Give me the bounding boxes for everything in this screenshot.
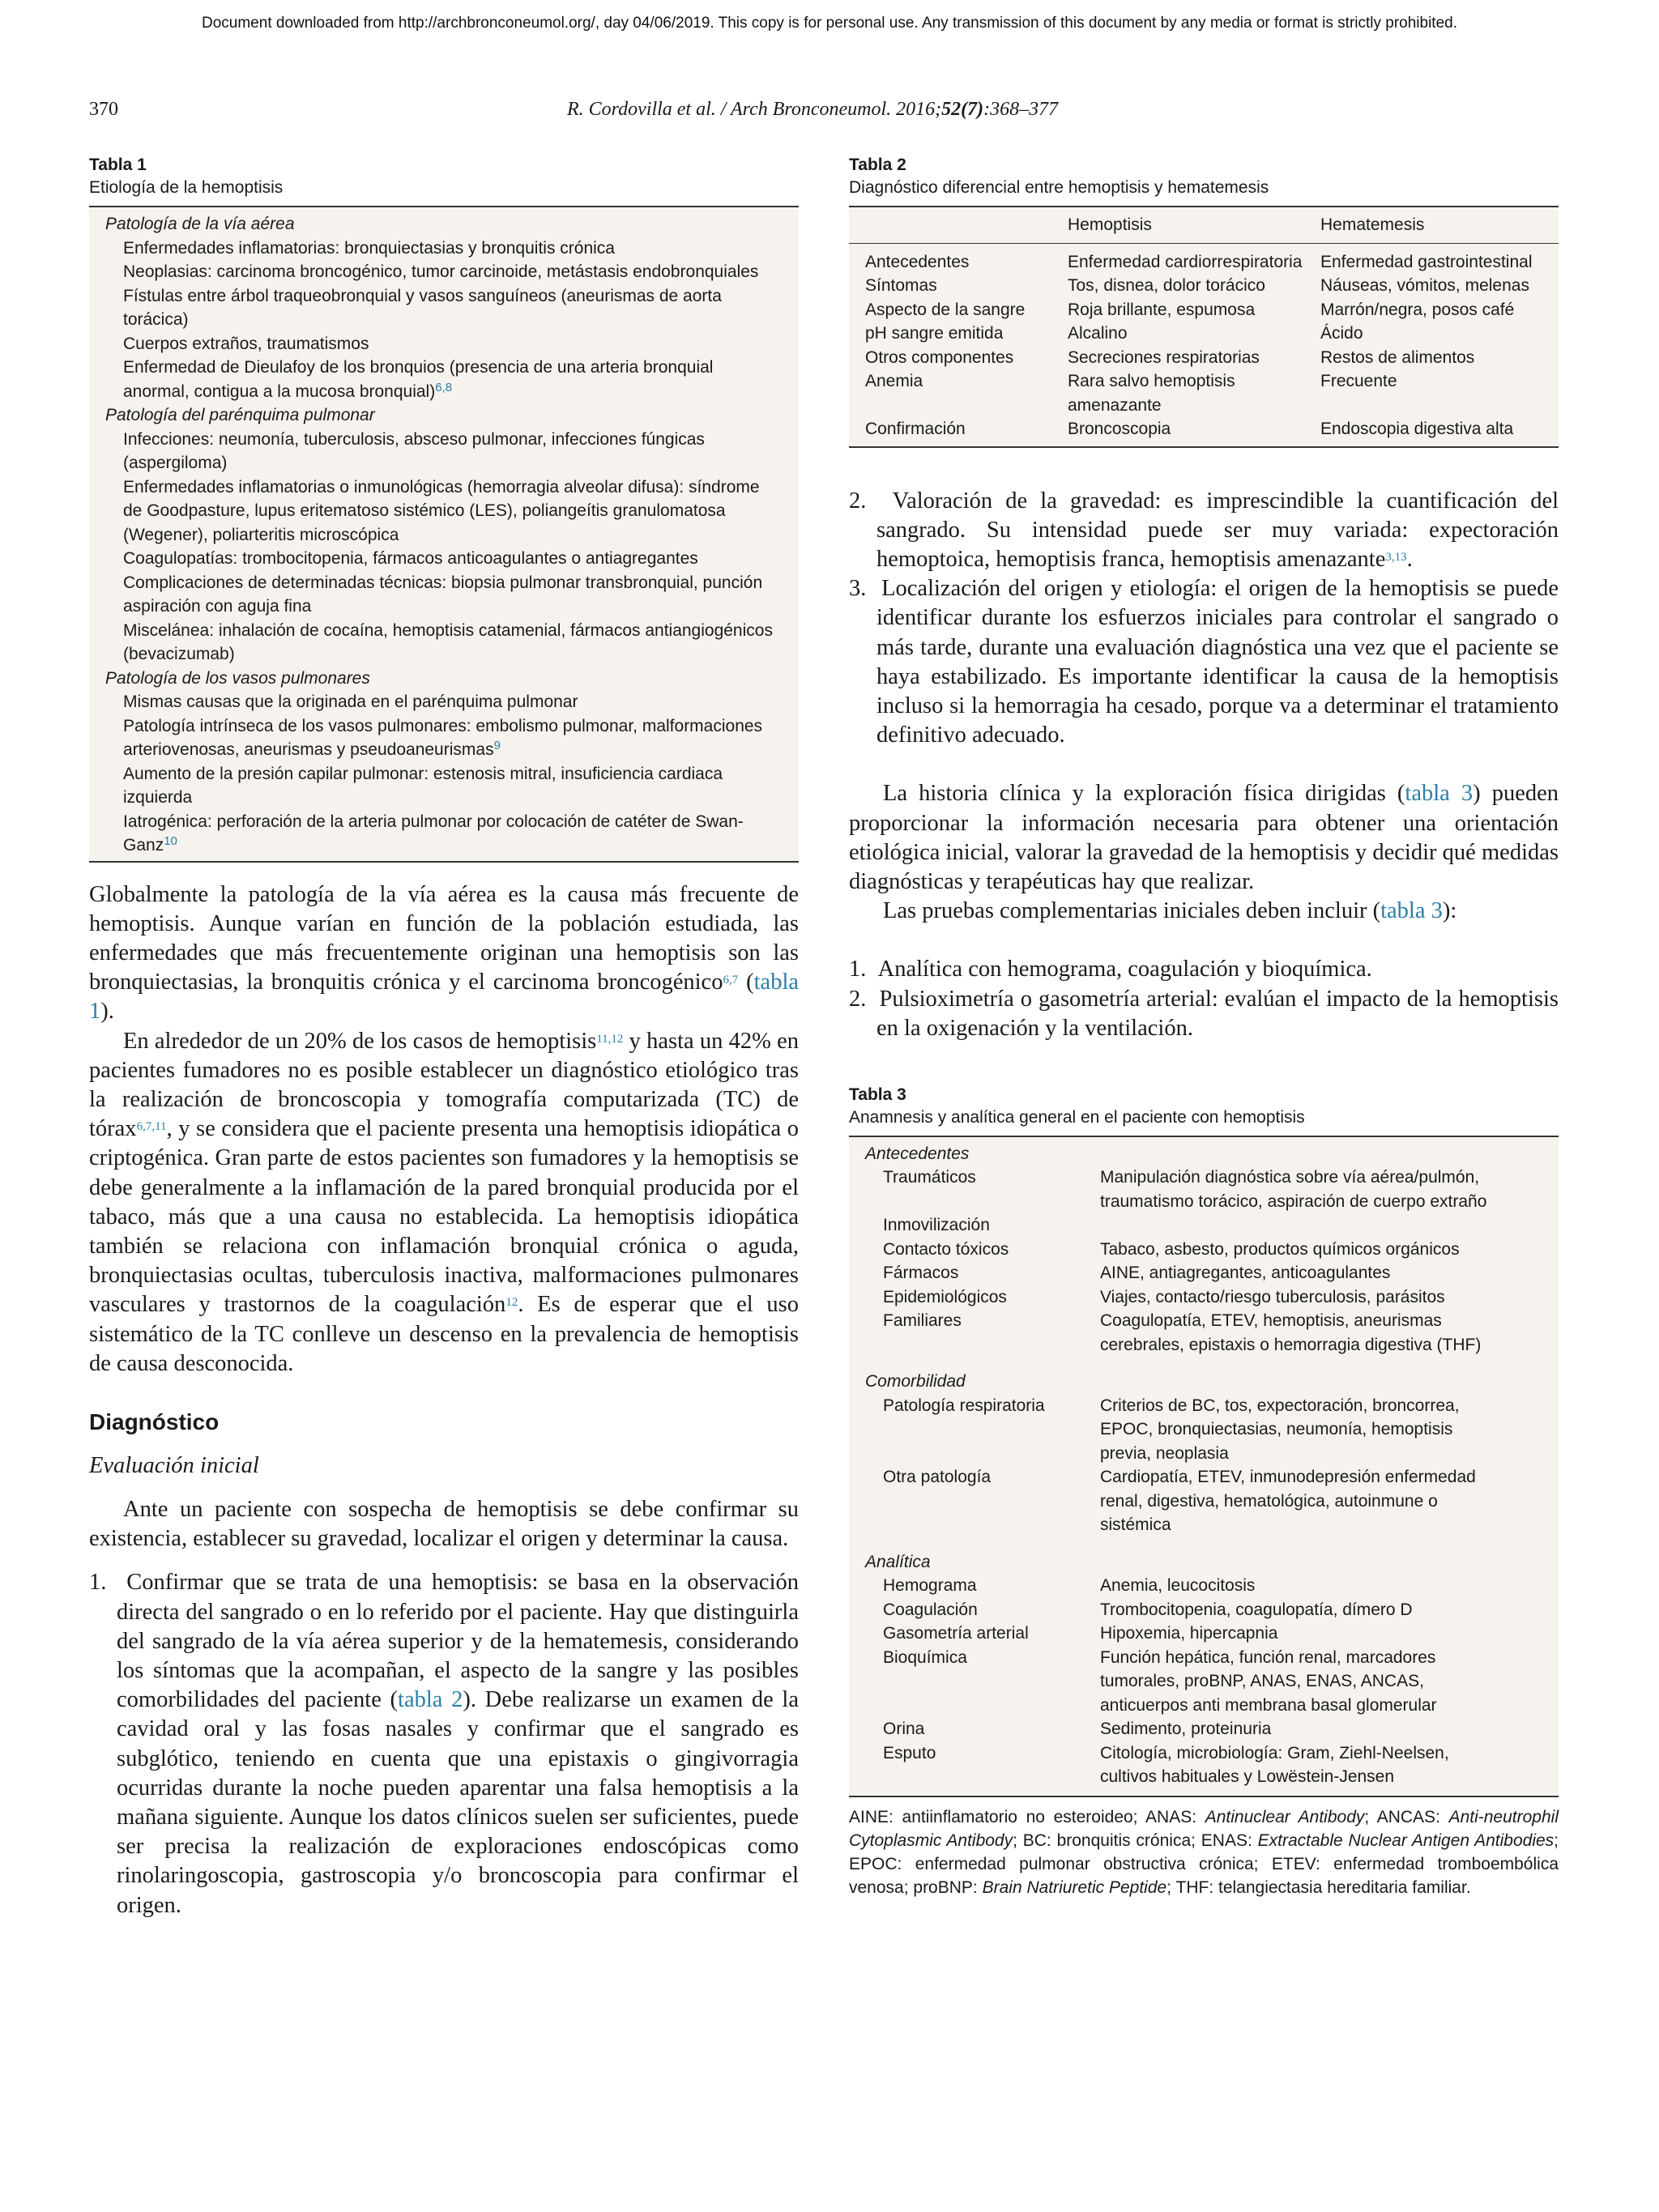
table2-link[interactable]: tabla 2 <box>398 1687 463 1713</box>
table3-group-title: Analítica <box>865 1552 931 1571</box>
table2-cell: Alcalino <box>1068 324 1128 343</box>
table-row <box>849 1394 1559 1466</box>
table3-link[interactable]: tabla 3 <box>1380 898 1443 924</box>
table2-body <box>849 206 1559 448</box>
table1-item: Coagulopatías: trombocitopenia, fármacos anticoagulantes o antiagregantes <box>123 549 698 568</box>
table1-item: Fístulas entre árbol traqueobronquial y vasos sanguíneos (aneurismas de aorta torácica) <box>123 286 722 329</box>
table-row <box>849 369 1559 417</box>
paragraph: En alrededor de un 20% de los casos de hemoptisis$^{11,12}$ y hasta un 42% en pacientes fumadores no es posible establecer un diagnóstico etiológico tras la realización de broncoscopia y tomografía computarizada (TC) de tórax$^{6,7,11}$, y se considera que el paciente presenta una hemoptisis idiopática o criptogénica. Gran parte de estos pacientes son fumadores y la hemoptisis se debe generalmente a la inflamación de la pared bronquial producida por el tabaco, más que a una causa no establecida. La hemoptisis idiopática también se relaciona con inflamación bronquial crónica o aguda, bronquiectasias ocultas, tuberculosis inactiva, malformaciones pulmonares vasculares y trastornos de la coagulación$^{12}$. Es de esperar que el uso sistemático de la TC conlleve un descenso en la prevalencia de hemoptisis de causa desconocida. <box>89 1028 799 1376</box>
table-row <box>849 1465 1559 1537</box>
citation[interactable]: 12 <box>505 1296 518 1310</box>
table1-item: Complicaciones de determinadas técnicas: biopsia pulmonar transbronquial, punción aspiración con aguja fina <box>123 573 763 616</box>
table3-value: Tabaco, asbesto, productos químicos orgánicos <box>1100 1239 1460 1259</box>
table1-item: Enfermedad de Dieulafoy de los bronquios (presencia de una arteria bronquial anormal, contigua a la mucosa bronquial)$^{6,8}$ <box>123 358 714 401</box>
table-row <box>849 1622 1559 1646</box>
numbered-list <box>849 487 1559 751</box>
running-head: R. Cordovilla et al. / Arch Bronconeumol. 2016;52(7):368–377 <box>567 99 1059 120</box>
table-row <box>849 1598 1559 1622</box>
table1-item: Neoplasias: carcinoma broncogénico, tumor carcinoide, metástasis endobronquiales <box>123 262 759 281</box>
group-spacer <box>849 1537 1559 1550</box>
tests-list <box>849 955 1559 1043</box>
table-row <box>849 298 1559 322</box>
table-row <box>849 1261 1559 1285</box>
table2-column-header: Hematemesis <box>1320 207 1559 243</box>
table2-column-header <box>849 207 1068 243</box>
paragraph: La historia clínica y la exploración física dirigidas (tabla 3) pueden proporcionar la información necesaria para obtener una orientación etiológica inicial, valorar la gravedad de la hemoptisis y decidir qué medidas diagnósticas y terapéuticas hay que realizar. <box>849 781 1559 894</box>
table3-value: Manipulación diagnóstica sobre vía aérea/pulmón, traumatismo torácico, aspiración de cuerpo extraño <box>1100 1168 1487 1211</box>
table2-cell: Otros componentes <box>865 347 1014 367</box>
table2-cell: Endoscopia digestiva alta <box>1320 420 1514 438</box>
table3-caption: Anamnesis y analítica general en el paciente con hemoptisis <box>849 1107 1305 1127</box>
footnote-fragment: Antinuclear Antibody <box>1205 1807 1365 1826</box>
table2-cell: Secreciones respiratorias <box>1068 347 1260 367</box>
table2-caption: Diagnóstico diferencial entre hemoptisis y hematemesis <box>849 178 1269 197</box>
table2-cell: Enfermedad gastrointestinal <box>1320 252 1533 271</box>
table3-key: Contacto tóxicos <box>883 1239 1009 1259</box>
table3-value: Citología, microbiología: Gram, Ziehl-Neelsen, cultivos habituales y Lowëstein-Jensen <box>1100 1743 1449 1787</box>
table3-key: Inmovilización <box>883 1216 990 1235</box>
section-heading: Diagnóstico <box>89 1409 220 1434</box>
table-row <box>849 1213 1559 1238</box>
paragraph: Las pruebas complementarias iniciales deben incluir (tabla 3): <box>883 898 1457 924</box>
table3-value <box>1100 1213 1505 1238</box>
table3-value: Criterios de BC, tos, expectoración, broncorrea, EPOC, bronquiectasias, neumonía, hemoptisis previa, neoplasia <box>1100 1396 1460 1463</box>
footnote-fragment: Brain Natriuretic Peptide <box>982 1877 1167 1897</box>
page-number: 370 <box>89 99 118 120</box>
table2-cell: Anemia <box>865 372 923 390</box>
table3-key: Coagulación <box>883 1600 978 1619</box>
table1-item: Iatrogénica: perforación de la arteria pulmonar por colocación de catéter de Swan-Ganz$^{10}$ <box>123 812 744 855</box>
table1-item: Miscelánea: inhalación de cocaína, hemoptisis catamenial, fármacos antiangiogénicos (bevacizumab) <box>123 620 773 663</box>
table2-cell: Roja brillante, espumosa <box>1068 300 1256 319</box>
citation[interactable]: 6,8 <box>435 380 453 394</box>
paragraph: Globalmente la patología de la vía aérea es la causa más frecuente de hemoptisis. Aunque varían en función de la población estudiada, las enfermedades que más frecuentemente originan una hemoptisis son las bronquiectasias, la bronquitis crónica y el carcinoma broncogénico$^{6,7}$ (tabla 1). <box>89 881 800 1025</box>
footnote-fragment: Extractable Nuclear Antigen Antibodies <box>1257 1831 1555 1850</box>
table2-cell: Marrón/negra, posos café <box>1320 300 1515 319</box>
table2-label: Tabla 2 <box>849 156 906 174</box>
table2-cell: Ácido <box>1320 324 1363 343</box>
left-body-text <box>89 880 799 1920</box>
right-column <box>849 154 1559 1899</box>
table3-value: Anemia, leucocitosis <box>1100 1576 1256 1596</box>
citation[interactable]: 10 <box>164 834 177 848</box>
paragraph: Ante un paciente con sospecha de hemoptisis se debe confirmar su existencia, establecer su gravedad, localizar el origen y determinar la causa. <box>89 1496 799 1552</box>
table-row <box>849 1717 1559 1741</box>
table2-cell: Broncoscopia <box>1068 420 1171 438</box>
table3-key: Bioquímica <box>883 1647 967 1667</box>
table2-cell: Enfermedad cardiorrespiratoria <box>1068 252 1303 271</box>
footnote-fragment: ; EPOC: enfermedad pulmonar obstructiva crónica; ETEV: enfermedad tromboembólica venosa; proBNP: <box>849 1831 1559 1897</box>
footnote-fragment: AINE: antiinflamatorio no esteroideo; ANAS: <box>849 1807 1205 1826</box>
table1-body <box>89 206 799 863</box>
table2-cell: Antecedentes <box>865 252 970 271</box>
footnote-fragment: ; BC: bronquitis crónica; ENAS: <box>1013 1831 1258 1850</box>
table2-column-header: Hemoptisis <box>1068 207 1320 243</box>
citation[interactable]: 6,7,11 <box>136 1120 167 1134</box>
table1-label: Tabla 1 <box>89 156 147 174</box>
subsection-heading: Evaluación inicial <box>89 1452 259 1478</box>
table1-caption: Etiología de la hemoptisis <box>89 178 284 197</box>
download-notice: Document downloaded from http://archbronconeumol.org/, day 04/06/2019. This copy is for personal use. Any transmission of this document by any media or format is strictly prohibited. <box>202 15 1457 32</box>
table3-key: Fármacos <box>883 1264 959 1283</box>
table2-cell: pH sangre emitida <box>865 324 1004 343</box>
table3-key: Traumáticos <box>883 1168 976 1187</box>
table2-cell: Rara salvo hemoptisis amenazante <box>1068 372 1235 415</box>
table2-cell: Restos de alimentos <box>1320 347 1475 367</box>
table3-key: Orina <box>883 1720 925 1739</box>
table-row <box>849 1309 1559 1357</box>
table3-value: Trombocitopenia, coagulopatía, dímero D <box>1100 1600 1413 1619</box>
table1-item: Mismas causas que la originada en el parénquima pulmonar <box>123 693 578 711</box>
table3-body <box>849 1136 1559 1797</box>
list-item: 3. Localización del origen y etiología: el origen de la hemoptisis se puede identificar durante los esfuerzos iniciales para controlar el sangrado o más tarde, durante una evaluación diagnóstica una vez que el paciente se haya estabilizado. Es importante identificar la causa de la hemoptisis incluso si la hemorragia ha cesado, porque va a determinar el tratamiento definitivo adecuado. <box>849 576 1559 748</box>
table3-value: Sedimento, proteinuria <box>1100 1720 1272 1739</box>
table1-section-title: Patología de la vía aérea <box>105 215 295 233</box>
table-row <box>849 417 1559 446</box>
table2-cell: Náuseas, vómitos, melenas <box>1320 276 1529 295</box>
table-row <box>849 1238 1559 1262</box>
table3-group-title: Comorbilidad <box>865 1372 966 1392</box>
table1-section-title: Patología del parénquima pulmonar <box>105 406 375 424</box>
table3-label: Tabla 3 <box>849 1085 906 1104</box>
citation[interactable]: 6,7 <box>723 974 739 987</box>
list-item: 1. Confirmar que se trata de una hemoptisis: se basa en la observación directa del sangrado o en lo referido por el paciente. Hay que distinguirla del sangrado de la vía aérea superior y de la hematemesis, considerando los síntomas que la acompañan, el aspecto de la sangre y las posibles comorbilidades del paciente (tabla 2). Debe realizarse un examen de la cavidad oral y las fosas nasales y confirmar que el sangrado es subglótico, teniendo en cuenta que una epistaxis o gingivorragia ocurridas durante la noche pueden aparentar una falsa hemoptisis a la mañana siguiente. Aunque los datos clínicos suelen ser suficientes, puede ser precisa la realización de exploraciones endoscópicas como rinolaringoscopia, gastroscopia y/o broncoscopia para confirmar el origen. <box>89 1570 799 1918</box>
table2-cell: Aspecto de la sangre <box>865 300 1026 319</box>
right-body-text <box>849 487 1559 1043</box>
table3-key: Familiares <box>883 1311 962 1331</box>
table3-link[interactable]: tabla 3 <box>1405 781 1473 807</box>
table3-value: Función hepática, función renal, marcadores tumorales, proBNP, ANAS, ENAS, ANCAS, anticuerpos anti membrana basal glomerular <box>1100 1647 1437 1715</box>
table1-item: Aumento de la presión capilar pulmonar: estenosis mitral, insuficiencia cardiaca izquierda <box>123 764 723 807</box>
table2-cell: Síntomas <box>865 276 937 295</box>
table3-value: Viajes, contacto/riesgo tuberculosis, parásitos <box>1100 1287 1445 1306</box>
citation[interactable]: 3,13 <box>1385 550 1407 564</box>
table3-key: Gasometría arterial <box>883 1624 1029 1643</box>
table2-cell: Confirmación <box>865 420 966 438</box>
numbered-list <box>89 1568 799 1920</box>
table3-key: Esputo <box>883 1743 936 1762</box>
table3-key: Epidemiológicos <box>883 1287 1007 1306</box>
table-row <box>849 1574 1559 1598</box>
footnote-fragment: Anti-neutrophil Cytoplasmic Antibody <box>849 1807 1559 1850</box>
list-item: 1. Analítica con hemograma, coagulación y bioquímica. <box>849 957 1372 982</box>
list-item: 2. Valoración de la gravedad: es imprescindible la cuantificación del sangrado. Su intensidad puede ser muy variada: expectoración hemoptoica, hemoptisis franca, hemoptisis amenazante$^{3,13}$. <box>849 488 1559 572</box>
citation[interactable]: 9 <box>493 739 501 752</box>
table-row <box>849 1741 1559 1789</box>
citation[interactable]: 11,12 <box>596 1032 624 1046</box>
table1-link[interactable]: tabla 1 <box>89 970 800 1025</box>
table-row <box>849 322 1559 346</box>
table3-value: AINE, antiagregantes, anticoagulantes <box>1100 1264 1391 1283</box>
table-row <box>849 1166 1559 1213</box>
table3-key: Hemograma <box>883 1576 977 1596</box>
table2-grid <box>849 207 1559 446</box>
table2-cell: Frecuente <box>1320 372 1397 390</box>
table1-item: Cuerpos extraños, traumatismos <box>123 334 369 353</box>
table-row <box>849 346 1559 370</box>
footnote-fragment: ; ANCAS: <box>1364 1807 1449 1826</box>
list-item: 2. Pulsioximetría o gasometría arterial: evalúan el impacto de la hemoptisis en la oxigenación y la ventilación. <box>849 986 1559 1041</box>
table3-value: Cardiopatía, ETEV, inmunodepresión enfermedad renal, digestiva, hematológica, autoinmune o sistémica <box>1100 1468 1476 1535</box>
table-row <box>849 1646 1559 1718</box>
table1-section-title: Patología de los vasos pulmonares <box>105 668 370 688</box>
table3-group-title: Antecedentes <box>865 1144 970 1163</box>
table3-key: Patología respiratoria <box>883 1396 1045 1415</box>
table-row <box>849 243 1559 274</box>
table1-item: Enfermedades inflamatorias o inmunológicas (hemorragia alveolar difusa): síndrome de Goodpasture, lupus eritematoso sistémico (LES), poliangeítis granulomatosa (Wegener), poliarteritis microscópica <box>123 477 760 544</box>
table-row <box>849 274 1559 298</box>
footnote-fragment: ; THF: telangiectasia hereditaria familiar. <box>1166 1877 1471 1897</box>
group-spacer <box>849 1357 1559 1370</box>
table1-item: Enfermedades inflamatorias: bronquiectasias y bronquitis crónica <box>123 238 615 258</box>
table1-item: Infecciones: neumonía, tuberculosis, absceso pulmonar, infecciones fúngicas (aspergiloma) <box>123 429 705 472</box>
table1-item: Patología intrínseca de los vasos pulmonares: embolismo pulmonar, malformaciones arteriovenosas, aneurismas y pseudoaneurismas$^9$ <box>123 716 763 759</box>
table-row <box>849 1285 1559 1310</box>
table3-key: Otra patología <box>883 1468 992 1487</box>
table3-footnote <box>849 1805 1559 1899</box>
left-column <box>89 154 799 1920</box>
table3-value: Hipoxemia, hipercapnia <box>1100 1624 1278 1643</box>
table2-cell: Tos, disnea, dolor torácico <box>1068 276 1265 295</box>
table3-value: Coagulopatía, ETEV, hemoptisis, aneurismas cerebrales, epistaxis o hemorragia digestiva (THF) <box>1100 1311 1482 1354</box>
